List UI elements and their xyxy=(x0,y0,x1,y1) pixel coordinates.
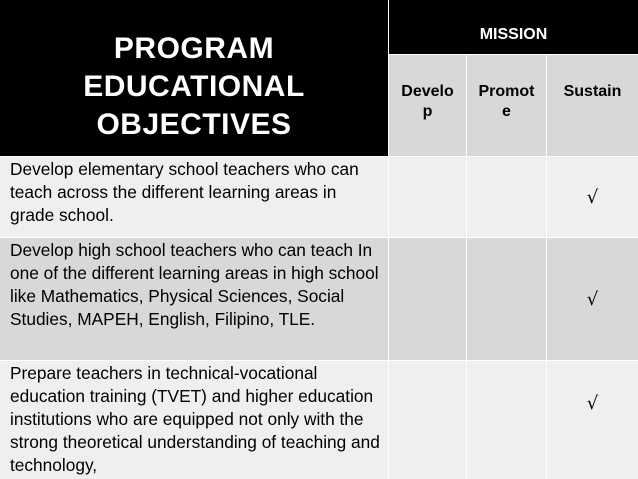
column-header-sustain xyxy=(547,55,638,156)
table-row-2-sustain-check: √ xyxy=(547,238,638,360)
column-header-promote-label: Promot e xyxy=(478,83,535,120)
table-row-1-promote xyxy=(467,157,546,237)
table-row-2-promote xyxy=(467,238,546,360)
table-row-1-objective: Develop elementary school teachers who can teach across the different learning areas in grade school. xyxy=(0,157,388,237)
table-row-3-objective: Prepare teachers in technical-vocational education training (TVET) and higher education institutions who are equipped not only with the strong theoretical understanding of teaching and technology, xyxy=(0,361,388,479)
table-row-3-sustain-check: √ xyxy=(547,361,638,479)
program-objectives-title: PROGRAM EDUCATIONAL OBJECTIVES xyxy=(83,32,305,141)
column-header-sustain-label: Sustain xyxy=(563,83,622,100)
table-row-1-develop xyxy=(389,157,466,237)
column-header-promote xyxy=(467,55,546,156)
table-row-2-objective: Develop high school teachers who can teach In one of the different learning areas in high school like Mathematics, Physical Sciences, Social Studies, MAPEH, English, Filipino, TLE. xyxy=(0,238,388,360)
table-row-3-develop xyxy=(389,361,466,479)
table-row-1-sustain-check: √ xyxy=(547,157,638,237)
column-header-develop xyxy=(389,55,466,156)
table-row-3-promote xyxy=(467,361,546,479)
program-objectives-header xyxy=(0,0,388,156)
column-header-develop-label: Develo p xyxy=(401,83,454,120)
table-row-2-develop xyxy=(389,238,466,360)
mission-header: MISSION xyxy=(389,0,638,54)
